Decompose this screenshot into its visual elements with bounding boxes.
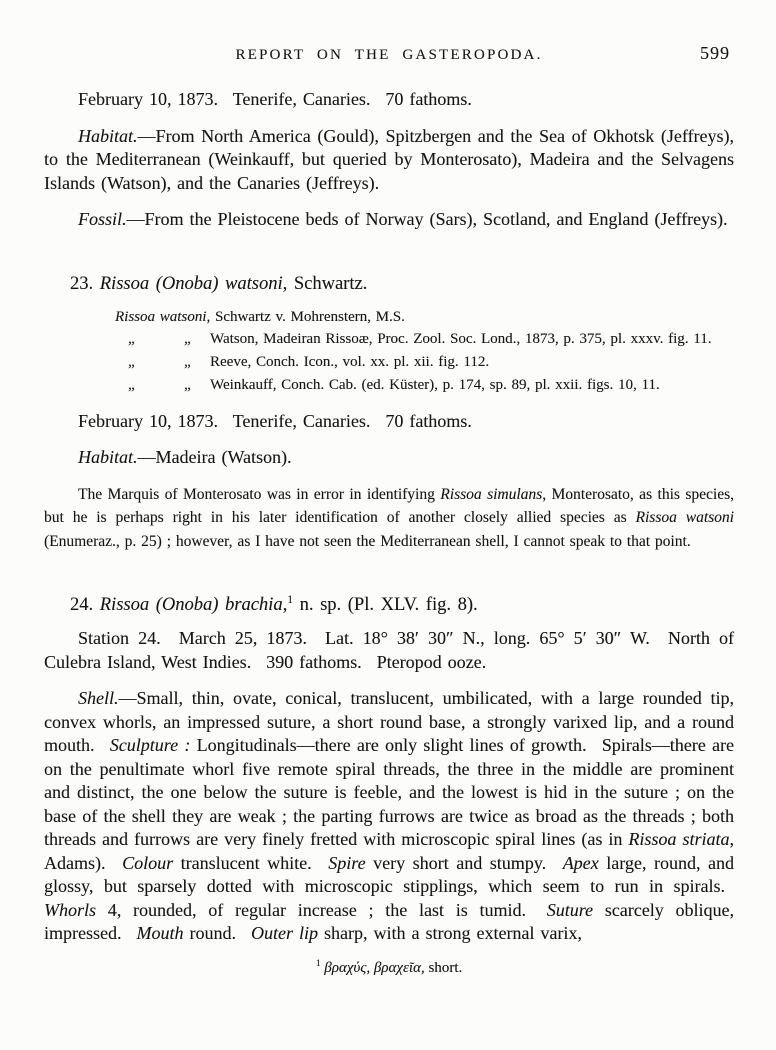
entry24-station-paragraph: Station 24. March 25, 1873. Lat. 18° 38′ 30″ N., long. 65° 5′ 30″ W. North of Culebra Island, West Indies. 390 fathoms. Pteropod ooze. xyxy=(44,628,734,672)
synonymy-reference: Weinkauff, Conch. Cab. (ed. Küster), p. 174, sp. 89, pl. xxii. figs. 10, 11. xyxy=(210,376,660,393)
synonymy-row xyxy=(44,328,734,351)
synonymy-row xyxy=(44,374,734,397)
ditto-mark: „ xyxy=(184,331,191,348)
synonymy-row xyxy=(44,351,734,374)
running-title: REPORT ON THE GASTEROPODA. xyxy=(235,47,543,63)
ditto-mark: „ xyxy=(184,376,191,393)
entry23-habitat-paragraph: Habitat.—Madeira (Watson). xyxy=(78,447,292,468)
footnote-text: βραχύς, βραχεῖα, short. xyxy=(320,959,463,976)
entry23-remarks-paragraph: The Marquis of Monterosato was in error in identifying Rissoa simulans, Monterosato, as this species, but he is perhaps right in his later identification of another closely allied species as Rissoa watsoni (Enumeraz., p. 25) ; however, as I have not seen the Mediterranean shell, I cannot speak to that point. xyxy=(44,485,734,550)
synonymy-reference: Reeve, Conch. Icon., vol. xx. pl. xii. fig. 112. xyxy=(210,354,490,371)
page-header xyxy=(44,43,734,68)
entry23-locality-line: February 10, 1873. Tenerife, Canaries. 70 fathoms. xyxy=(78,410,472,431)
ditto-mark: „ xyxy=(128,376,135,393)
prev-entry-locality-line: February 10, 1873. Tenerife, Canaries. 70 fathoms. xyxy=(78,89,472,109)
entry24-shell-description: Shell.—Small, thin, ovate, conical, translucent, umbilicated, with a large rounded tip, convex whorls, an impressed suture, a short round base, a strongly varixed lip, and a round mouth. Sculpture : Longitudinals—there are only slight lines of growth. Spirals—there are on the penultimate whorl five remote spiral threads, the three in the middle are prominent and distinct, the one below the suture is feeble, and the lowest is hid in the suture ; on the base of the shell they are weak ; the parting furrows are twice as broad as the threads ; both threads and furrows are very finely fretted with microscopic spiral lines (as in Rissoa striata, Adams). Colour translucent white. Spire very short and stumpy. Apex large, round, and glossy, but sparsely dotted with microscopic stipplings, which seem to run in spirals. Whorls 4, rounded, of regular increase ; the last is tumid. Suture scarcely oblique, impressed. Mouth round. Outer lip sharp, with a strong external varix, xyxy=(44,688,735,944)
page-body xyxy=(44,88,734,977)
synonymy-reference: Watson, Madeiran Rissoæ, Proc. Zool. Soc. Lond., 1873, p. 375, pl. xxxv. fig. 11. xyxy=(210,331,712,348)
ditto-mark: „ xyxy=(184,354,191,371)
synonymy-first-line: Rissoa watsoni, Schwartz v. Mohrenstern, M.S. xyxy=(115,308,405,325)
species-heading-24: 24. Rissoa (Onoba) brachia,$^1$ n. sp. (Pl. XLV. fig. 8). xyxy=(70,594,478,616)
species-heading-23: 23. Rissoa (Onoba) watsoni, Schwartz. xyxy=(70,273,368,294)
ditto-mark: „ xyxy=(128,354,135,371)
footnote-marker: 1 xyxy=(315,958,321,969)
synonymy-list xyxy=(44,306,734,397)
prev-entry-habitat-paragraph: Habitat.—From North America (Gould), Spitzbergen and the Sea of Okhotsk (Jeffreys), to the Mediterranean (Weinkauff, but queried by Monterosato), Madeira and the Selvagens Islands (Watson), and the Canaries (Jeffreys). xyxy=(44,125,734,193)
ditto-mark: „ xyxy=(128,331,135,348)
page-number: 599 xyxy=(700,43,730,63)
prev-entry-fossil-paragraph: Fossil.—From the Pleistocene beds of Norway (Sars), Scotland, and England (Jeffreys). xyxy=(78,209,728,229)
footnote xyxy=(44,960,734,977)
